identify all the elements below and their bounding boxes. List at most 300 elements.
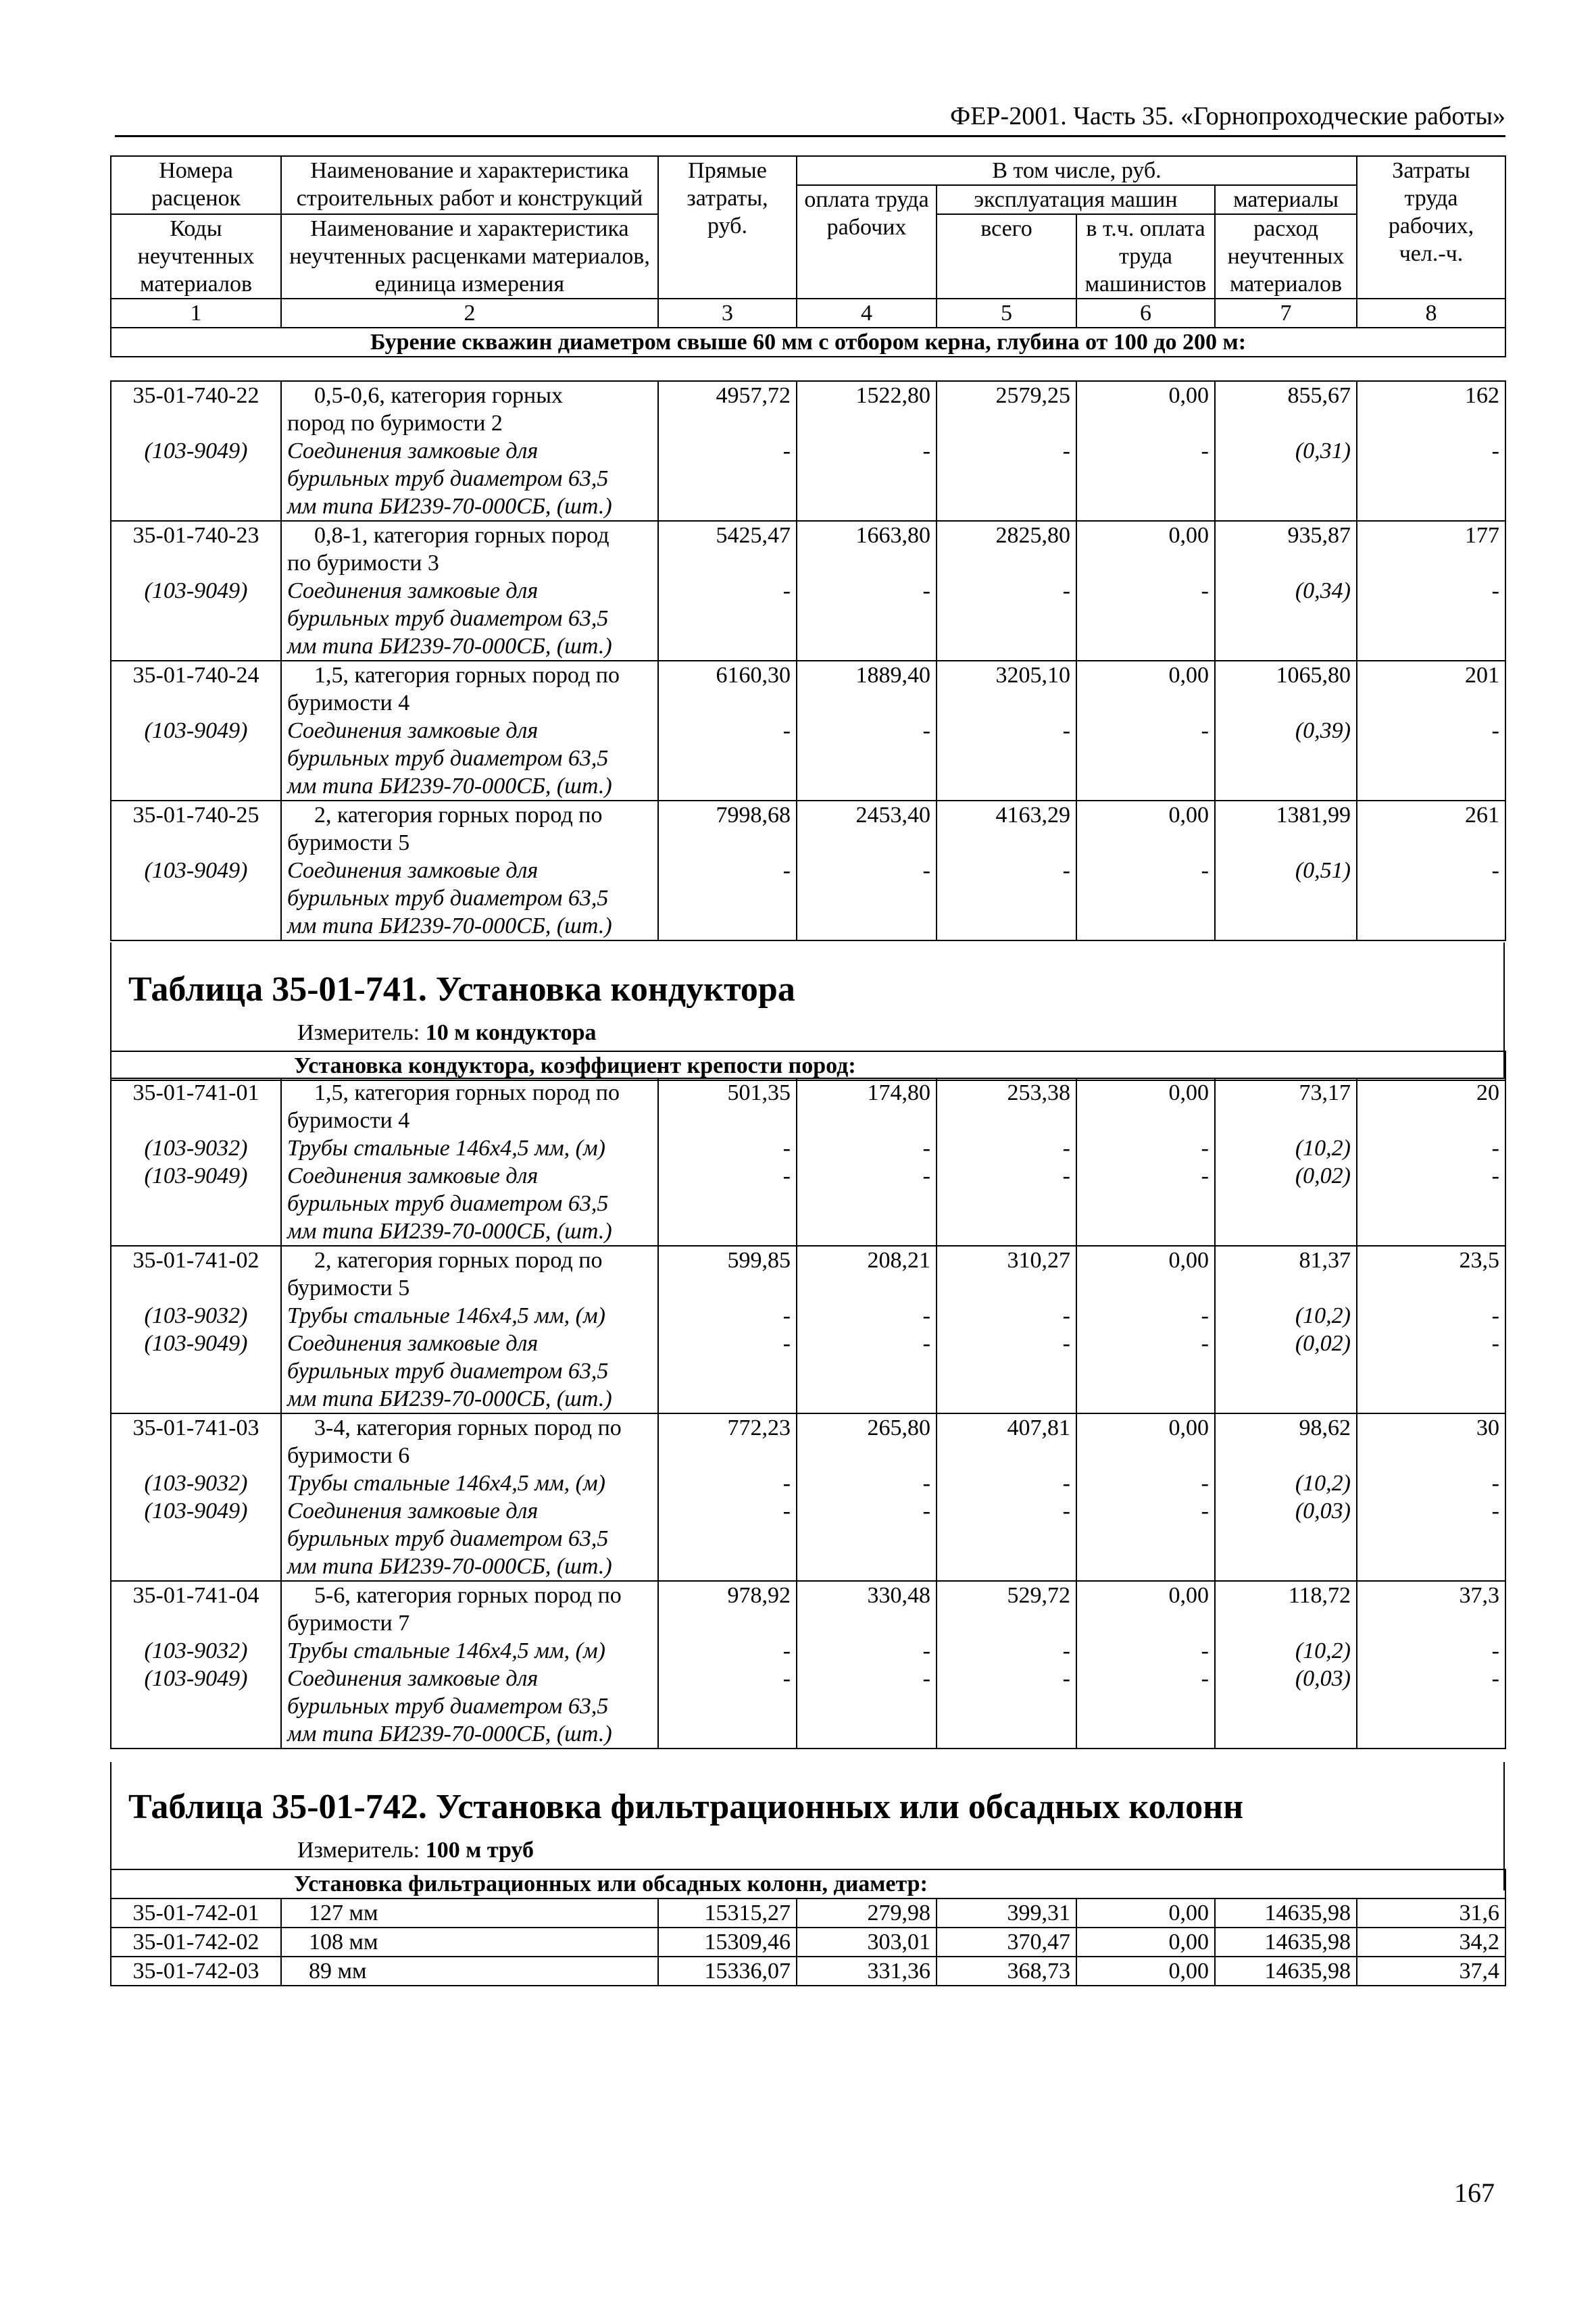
machines-total: 399,31 <box>937 1898 1076 1928</box>
work-name-line: 3-4, категория горных пород по <box>314 1415 622 1440</box>
empty-cell <box>1076 465 1215 493</box>
empty-cell <box>1076 1190 1215 1217</box>
material-code: (103-9049) <box>144 1331 248 1356</box>
empty-cell <box>797 884 937 912</box>
empty-cell <box>1076 1609 1215 1637</box>
work-name-line: буримости 6 <box>281 1442 658 1469</box>
machines-operators: 0,00 <box>1076 1898 1215 1928</box>
table-row <box>111 1898 1505 1928</box>
work-name <box>281 801 658 829</box>
material-row-cont <box>111 1553 1505 1581</box>
empty-cell <box>1076 549 1215 577</box>
material-value: - <box>1076 577 1215 605</box>
material-row <box>111 857 1505 884</box>
material-value: - <box>1076 1665 1215 1692</box>
empty-cell <box>1215 549 1357 577</box>
rate-code: 35-01-742-03 <box>111 1957 281 1986</box>
empty-cell <box>1215 1692 1357 1720</box>
empty-cell <box>937 745 1076 772</box>
materials: 14635,98 <box>1215 1928 1357 1957</box>
empty-cell <box>797 549 937 577</box>
empty-cell <box>1357 1609 1505 1637</box>
direct-costs: 978,92 <box>658 1581 797 1609</box>
empty-cell <box>937 1692 1076 1720</box>
empty-cell <box>937 1553 1076 1581</box>
machines-total: 529,72 <box>937 1581 1076 1609</box>
material-value: (10,2) <box>1215 1302 1357 1330</box>
empty-cell <box>111 1525 281 1553</box>
empty-cell <box>937 1190 1076 1217</box>
material-code: (103-9032) <box>144 1303 248 1328</box>
empty-cell <box>1357 1553 1505 1581</box>
direct-costs-header: Прямые затраты, руб. <box>658 156 797 299</box>
empty-cell <box>1357 1357 1505 1385</box>
labor-pay: 1663,80 <box>797 521 937 549</box>
table-row <box>111 1928 1505 1957</box>
table-742-title: Таблица 35-01-742. Установка фильтрационных или обсадных колонн <box>128 1788 1244 1826</box>
material-value: - <box>658 857 797 884</box>
machines-operators: 0,00 <box>1076 381 1215 409</box>
material-name: Трубы стальные 146х4,5 мм, (м) <box>281 1302 658 1330</box>
material-row-cont <box>111 745 1505 772</box>
labor-pay: 1889,40 <box>797 661 937 689</box>
material-value: - <box>797 1302 937 1330</box>
empty-cell <box>1357 912 1505 940</box>
table-742 <box>110 1869 1506 1986</box>
empty-cell <box>111 1553 281 1581</box>
work-name-line: 2, категория горных пород по <box>314 1248 603 1273</box>
empty-cell <box>1215 1525 1357 1553</box>
material-value: - <box>658 1637 797 1665</box>
material-name-line: Соединения замковые для <box>281 857 658 884</box>
material-name-line: Соединения замковые для <box>281 717 658 745</box>
machines-operators: 0,00 <box>1076 521 1215 549</box>
rate-block <box>110 1580 1506 1749</box>
empty-cell <box>658 1357 797 1385</box>
empty-cell <box>111 1385 281 1413</box>
material-value: - <box>1076 1637 1215 1665</box>
material-name-line: бурильных труб диаметром 63,5 <box>281 745 658 772</box>
work-name <box>281 381 658 409</box>
material-code: (103-9049) <box>144 1666 248 1691</box>
empty-cell <box>658 549 797 577</box>
labor-pay: 174,80 <box>797 1078 937 1107</box>
empty-cell <box>797 1525 937 1553</box>
rate-code: 35-01-741-04 <box>111 1581 281 1609</box>
empty-cell <box>1076 493 1215 521</box>
empty-cell <box>1076 689 1215 717</box>
machines-total: 407,81 <box>937 1413 1076 1442</box>
empty-cell <box>797 409 937 437</box>
work-name <box>281 1413 658 1442</box>
rate-row <box>111 1413 1505 1442</box>
measure-value: 100 м труб <box>425 1838 534 1863</box>
material-value: - <box>1076 857 1215 884</box>
empty-cell <box>1357 745 1505 772</box>
empty-cell <box>1076 632 1215 661</box>
materials: 1381,99 <box>1215 801 1357 829</box>
empty-cell <box>111 745 281 772</box>
empty-cell <box>111 409 281 437</box>
empty-cell <box>1076 605 1215 632</box>
empty-cell <box>937 549 1076 577</box>
material-value: - <box>658 1497 797 1525</box>
empty-cell <box>658 1107 797 1134</box>
material-value: - <box>658 1302 797 1330</box>
empty-cell <box>1215 493 1357 521</box>
section-heading: Бурение скважин диаметром свыше 60 мм с отбором керна, глубина от 100 до 200 м: <box>111 328 1505 357</box>
table-row <box>111 1957 1505 1986</box>
page-number: 167 <box>1454 2178 1495 2208</box>
labor-pay: 265,80 <box>797 1413 937 1442</box>
empty-cell <box>658 1385 797 1413</box>
rate-row-cont <box>111 829 1505 857</box>
empty-cell <box>1076 409 1215 437</box>
rate-row <box>111 801 1505 829</box>
machines-operators-header: в т.ч. оплата труда машинистов <box>1076 214 1215 299</box>
material-code: (103-9032) <box>144 1471 248 1496</box>
material-row-cont <box>111 465 1505 493</box>
material-row-cont <box>111 493 1505 521</box>
empty-cell <box>797 745 937 772</box>
table-741-heading <box>110 1051 1506 1081</box>
empty-cell <box>1076 1553 1215 1581</box>
empty-cell <box>1215 1107 1357 1134</box>
material-value: - <box>937 1497 1076 1525</box>
material-value: (10,2) <box>1215 1469 1357 1497</box>
empty-cell <box>111 465 281 493</box>
col-number: 7 <box>1215 299 1357 328</box>
empty-cell <box>658 1274 797 1302</box>
material-row-cont <box>111 1525 1505 1553</box>
empty-cell <box>1357 1190 1505 1217</box>
material-name-line: мм типа БИ239-70-000СБ, (шт.) <box>281 1217 658 1246</box>
material-value: - <box>658 577 797 605</box>
labor-pay: 330,48 <box>797 1581 937 1609</box>
material-value: (0,39) <box>1215 717 1357 745</box>
col2-bottom-header: Наименование и характеристика неучтенных расценками материалов, единица измерения <box>281 214 658 299</box>
material-value: (0,02) <box>1215 1162 1357 1190</box>
machines-total: 310,27 <box>937 1246 1076 1274</box>
labor-cost: 177 <box>1357 521 1505 549</box>
material-row-cont <box>111 1385 1505 1413</box>
empty-cell <box>1357 465 1505 493</box>
material-code: (103-9049) <box>144 1163 248 1188</box>
work-name-line: 0,8-1, категория горных пород <box>314 523 609 548</box>
material-row-cont <box>111 1692 1505 1720</box>
rate-code: 35-01-741-02 <box>111 1246 281 1274</box>
material-value: - <box>937 1469 1076 1497</box>
rate-row-cont <box>111 549 1505 577</box>
material-name-line: Соединения замковые для <box>281 437 658 465</box>
work-name-line: 5-6, категория горных пород по <box>314 1583 622 1608</box>
material-value: - <box>1357 1330 1505 1357</box>
direct-costs: 599,85 <box>658 1246 797 1274</box>
empty-cell <box>658 745 797 772</box>
empty-cell <box>658 1442 797 1469</box>
empty-cell <box>797 1553 937 1581</box>
materials: 14635,98 <box>1215 1957 1357 1986</box>
work-name <box>281 661 658 689</box>
empty-cell <box>1215 1357 1357 1385</box>
material-value: - <box>797 1469 937 1497</box>
labor-pay: 331,36 <box>797 1957 937 1986</box>
empty-cell <box>797 1190 937 1217</box>
material-value: - <box>937 1637 1076 1665</box>
materials: 98,62 <box>1215 1413 1357 1442</box>
material-name: Трубы стальные 146х4,5 мм, (м) <box>281 1637 658 1665</box>
direct-costs: 501,35 <box>658 1078 797 1107</box>
material-name-line: бурильных труб диаметром 63,5 <box>281 465 658 493</box>
empty-cell <box>797 1217 937 1246</box>
empty-cell <box>937 1442 1076 1469</box>
machines-total: 368,73 <box>937 1957 1076 1986</box>
material-value: - <box>937 1302 1076 1330</box>
work-name-line: пород по буримости 2 <box>281 409 658 437</box>
material-value: - <box>797 717 937 745</box>
material-code: (103-9049) <box>144 438 248 463</box>
empty-cell <box>1215 1720 1357 1749</box>
rate-row <box>111 521 1505 549</box>
material-value: - <box>797 1497 937 1525</box>
empty-cell <box>1076 745 1215 772</box>
empty-cell <box>1357 1385 1505 1413</box>
direct-costs: 15309,46 <box>658 1928 797 1957</box>
machines-operators: 0,00 <box>1076 1581 1215 1609</box>
work-name <box>281 521 658 549</box>
rate-code: 35-01-742-02 <box>111 1928 281 1957</box>
empty-cell <box>1357 605 1505 632</box>
labor-cost: 37,4 <box>1357 1957 1505 1986</box>
work-name <box>281 1581 658 1609</box>
empty-cell <box>1357 632 1505 661</box>
labor-cost: 201 <box>1357 661 1505 689</box>
material-value: - <box>1076 1469 1215 1497</box>
empty-cell <box>1215 1190 1357 1217</box>
empty-cell <box>797 829 937 857</box>
material-row <box>111 1134 1505 1162</box>
material-row-cont <box>111 912 1505 940</box>
empty-cell <box>937 632 1076 661</box>
material-value: - <box>937 1665 1076 1692</box>
material-value: - <box>1076 1162 1215 1190</box>
material-value: - <box>1076 437 1215 465</box>
direct-costs: 6160,30 <box>658 661 797 689</box>
empty-cell <box>111 1692 281 1720</box>
material-row-cont <box>111 1190 1505 1217</box>
section-heading-row <box>111 328 1505 357</box>
empty-cell <box>937 772 1076 801</box>
labor-cost: 162 <box>1357 381 1505 409</box>
measure-label: Измеритель: <box>297 1020 420 1045</box>
material-value: - <box>1357 1637 1505 1665</box>
material-name-line: бурильных труб диаметром 63,5 <box>281 1357 658 1385</box>
work-name: 89 мм <box>281 1957 658 1986</box>
empty-cell <box>797 1107 937 1134</box>
machines-total: 253,38 <box>937 1078 1076 1107</box>
empty-cell <box>797 912 937 940</box>
empty-cell <box>111 1274 281 1302</box>
material-row <box>111 1469 1505 1497</box>
measure-value: 10 м кондуктора <box>425 1020 597 1045</box>
empty-cell <box>1215 1274 1357 1302</box>
empty-cell <box>1076 912 1215 940</box>
work-name-line: буримости 5 <box>281 829 658 857</box>
materials: 81,37 <box>1215 1246 1357 1274</box>
col1-bottom-header: Коды неучтенных материалов <box>111 214 281 299</box>
empty-cell <box>797 1385 937 1413</box>
empty-cell <box>111 493 281 521</box>
rate-code: 35-01-740-22 <box>111 381 281 409</box>
empty-cell <box>1357 493 1505 521</box>
section-740-rows <box>110 382 1505 941</box>
empty-cell <box>797 1609 937 1637</box>
empty-cell <box>797 1720 937 1749</box>
material-code: (103-9032) <box>144 1638 248 1663</box>
work-name-line: буримости 4 <box>281 1107 658 1134</box>
rate-row-cont <box>111 1107 1505 1134</box>
empty-cell <box>1357 689 1505 717</box>
material-value: - <box>658 1665 797 1692</box>
material-name-line: мм типа БИ239-70-000СБ, (шт.) <box>281 1720 658 1749</box>
material-value: - <box>937 1162 1076 1190</box>
material-row <box>111 577 1505 605</box>
rate-code: 35-01-740-23 <box>111 521 281 549</box>
machines-total: 4163,29 <box>937 801 1076 829</box>
material-name-line: мм типа БИ239-70-000СБ, (шт.) <box>281 632 658 661</box>
material-value: - <box>1076 717 1215 745</box>
rate-row <box>111 381 1505 409</box>
empty-cell <box>111 1190 281 1217</box>
empty-cell <box>1215 912 1357 940</box>
empty-cell <box>1076 1385 1215 1413</box>
labor-cost-header: Затраты труда рабочих, чел.-ч. <box>1357 156 1505 299</box>
col-number: 6 <box>1076 299 1215 328</box>
empty-cell <box>111 1720 281 1749</box>
empty-cell <box>1076 1720 1215 1749</box>
empty-cell <box>658 605 797 632</box>
material-value: - <box>937 717 1076 745</box>
col-number: 5 <box>937 299 1076 328</box>
material-value: - <box>1076 1330 1215 1357</box>
material-value: (0,34) <box>1215 577 1357 605</box>
material-name-line: бурильных труб диаметром 63,5 <box>281 1190 658 1217</box>
work-name-line: буримости 5 <box>281 1274 658 1302</box>
material-row <box>111 1330 1505 1357</box>
empty-cell <box>111 1609 281 1637</box>
section-heading: Установка кондуктора, коэффициент крепости пород: <box>111 1051 1505 1080</box>
material-value: - <box>1076 1134 1215 1162</box>
material-value: - <box>797 1637 937 1665</box>
rate-block <box>110 380 1506 522</box>
empty-cell <box>658 465 797 493</box>
work-name <box>281 1246 658 1274</box>
material-value: - <box>1357 857 1505 884</box>
empty-cell <box>797 1274 937 1302</box>
table-741-title: Таблица 35-01-741. Установка кондуктора <box>128 970 795 1009</box>
header-row-1 <box>111 156 1505 185</box>
rate-code: 35-01-740-25 <box>111 801 281 829</box>
materials: 73,17 <box>1215 1078 1357 1107</box>
empty-cell <box>1357 1720 1505 1749</box>
empty-cell <box>1076 1692 1215 1720</box>
materials: 14635,98 <box>1215 1898 1357 1928</box>
empty-cell <box>658 689 797 717</box>
section-741-rows <box>110 1079 1505 1749</box>
work-name-line: буримости 4 <box>281 689 658 717</box>
material-name: Трубы стальные 146х4,5 мм, (м) <box>281 1469 658 1497</box>
rate-row <box>111 661 1505 689</box>
material-name-line: Соединения замковые для <box>281 1162 658 1190</box>
empty-cell <box>1357 409 1505 437</box>
rate-row-cont <box>111 1274 1505 1302</box>
material-value: - <box>1357 577 1505 605</box>
empty-cell <box>658 772 797 801</box>
measure-label: Измеритель: <box>297 1838 420 1863</box>
empty-cell <box>658 1720 797 1749</box>
empty-cell <box>111 1357 281 1385</box>
empty-cell <box>1215 409 1357 437</box>
empty-cell <box>1076 1357 1215 1385</box>
empty-cell <box>1357 1525 1505 1553</box>
machines-header: эксплуатация машин <box>937 185 1215 214</box>
rates-table-740 <box>110 155 1506 357</box>
material-row <box>111 717 1505 745</box>
machines-operators: 0,00 <box>1076 1078 1215 1107</box>
labor-pay: 208,21 <box>797 1246 937 1274</box>
material-name-line: бурильных труб диаметром 63,5 <box>281 1692 658 1720</box>
material-code: (103-9049) <box>144 1499 248 1524</box>
empty-cell <box>1357 829 1505 857</box>
empty-cell <box>1357 1217 1505 1246</box>
empty-cell <box>797 632 937 661</box>
material-row <box>111 1302 1505 1330</box>
material-value: - <box>1076 1497 1215 1525</box>
empty-cell <box>111 632 281 661</box>
material-name-line: мм типа БИ239-70-000СБ, (шт.) <box>281 912 658 940</box>
material-name-line: бурильных труб диаметром 63,5 <box>281 884 658 912</box>
empty-cell <box>1076 1525 1215 1553</box>
rate-row-cont <box>111 1609 1505 1637</box>
material-row <box>111 437 1505 465</box>
table-741-measure <box>297 1020 597 1046</box>
empty-cell <box>1357 1107 1505 1134</box>
empty-cell <box>797 465 937 493</box>
col-number: 2 <box>281 299 658 328</box>
material-value: - <box>797 857 937 884</box>
empty-cell <box>658 409 797 437</box>
rate-code: 35-01-741-01 <box>111 1078 281 1107</box>
empty-cell <box>111 912 281 940</box>
section-heading: Установка фильтрационных или обсадных колонн, диаметр: <box>111 1869 1505 1898</box>
empty-cell <box>1215 689 1357 717</box>
material-value: - <box>658 1162 797 1190</box>
empty-cell <box>1215 1385 1357 1413</box>
empty-cell <box>937 465 1076 493</box>
empty-cell <box>1357 772 1505 801</box>
material-value: (0,51) <box>1215 857 1357 884</box>
material-name-line: мм типа БИ239-70-000СБ, (шт.) <box>281 1385 658 1413</box>
work-name-line: 1,5, категория горных пород по <box>314 1080 620 1105</box>
direct-costs: 15315,27 <box>658 1898 797 1928</box>
material-code: (103-9032) <box>144 1136 248 1161</box>
empty-cell <box>1076 772 1215 801</box>
empty-cell <box>1215 1442 1357 1469</box>
work-name-line: 2, категория горных пород по <box>314 803 603 828</box>
empty-cell <box>1215 829 1357 857</box>
labor-pay: 1522,80 <box>797 381 937 409</box>
empty-cell <box>1215 1609 1357 1637</box>
